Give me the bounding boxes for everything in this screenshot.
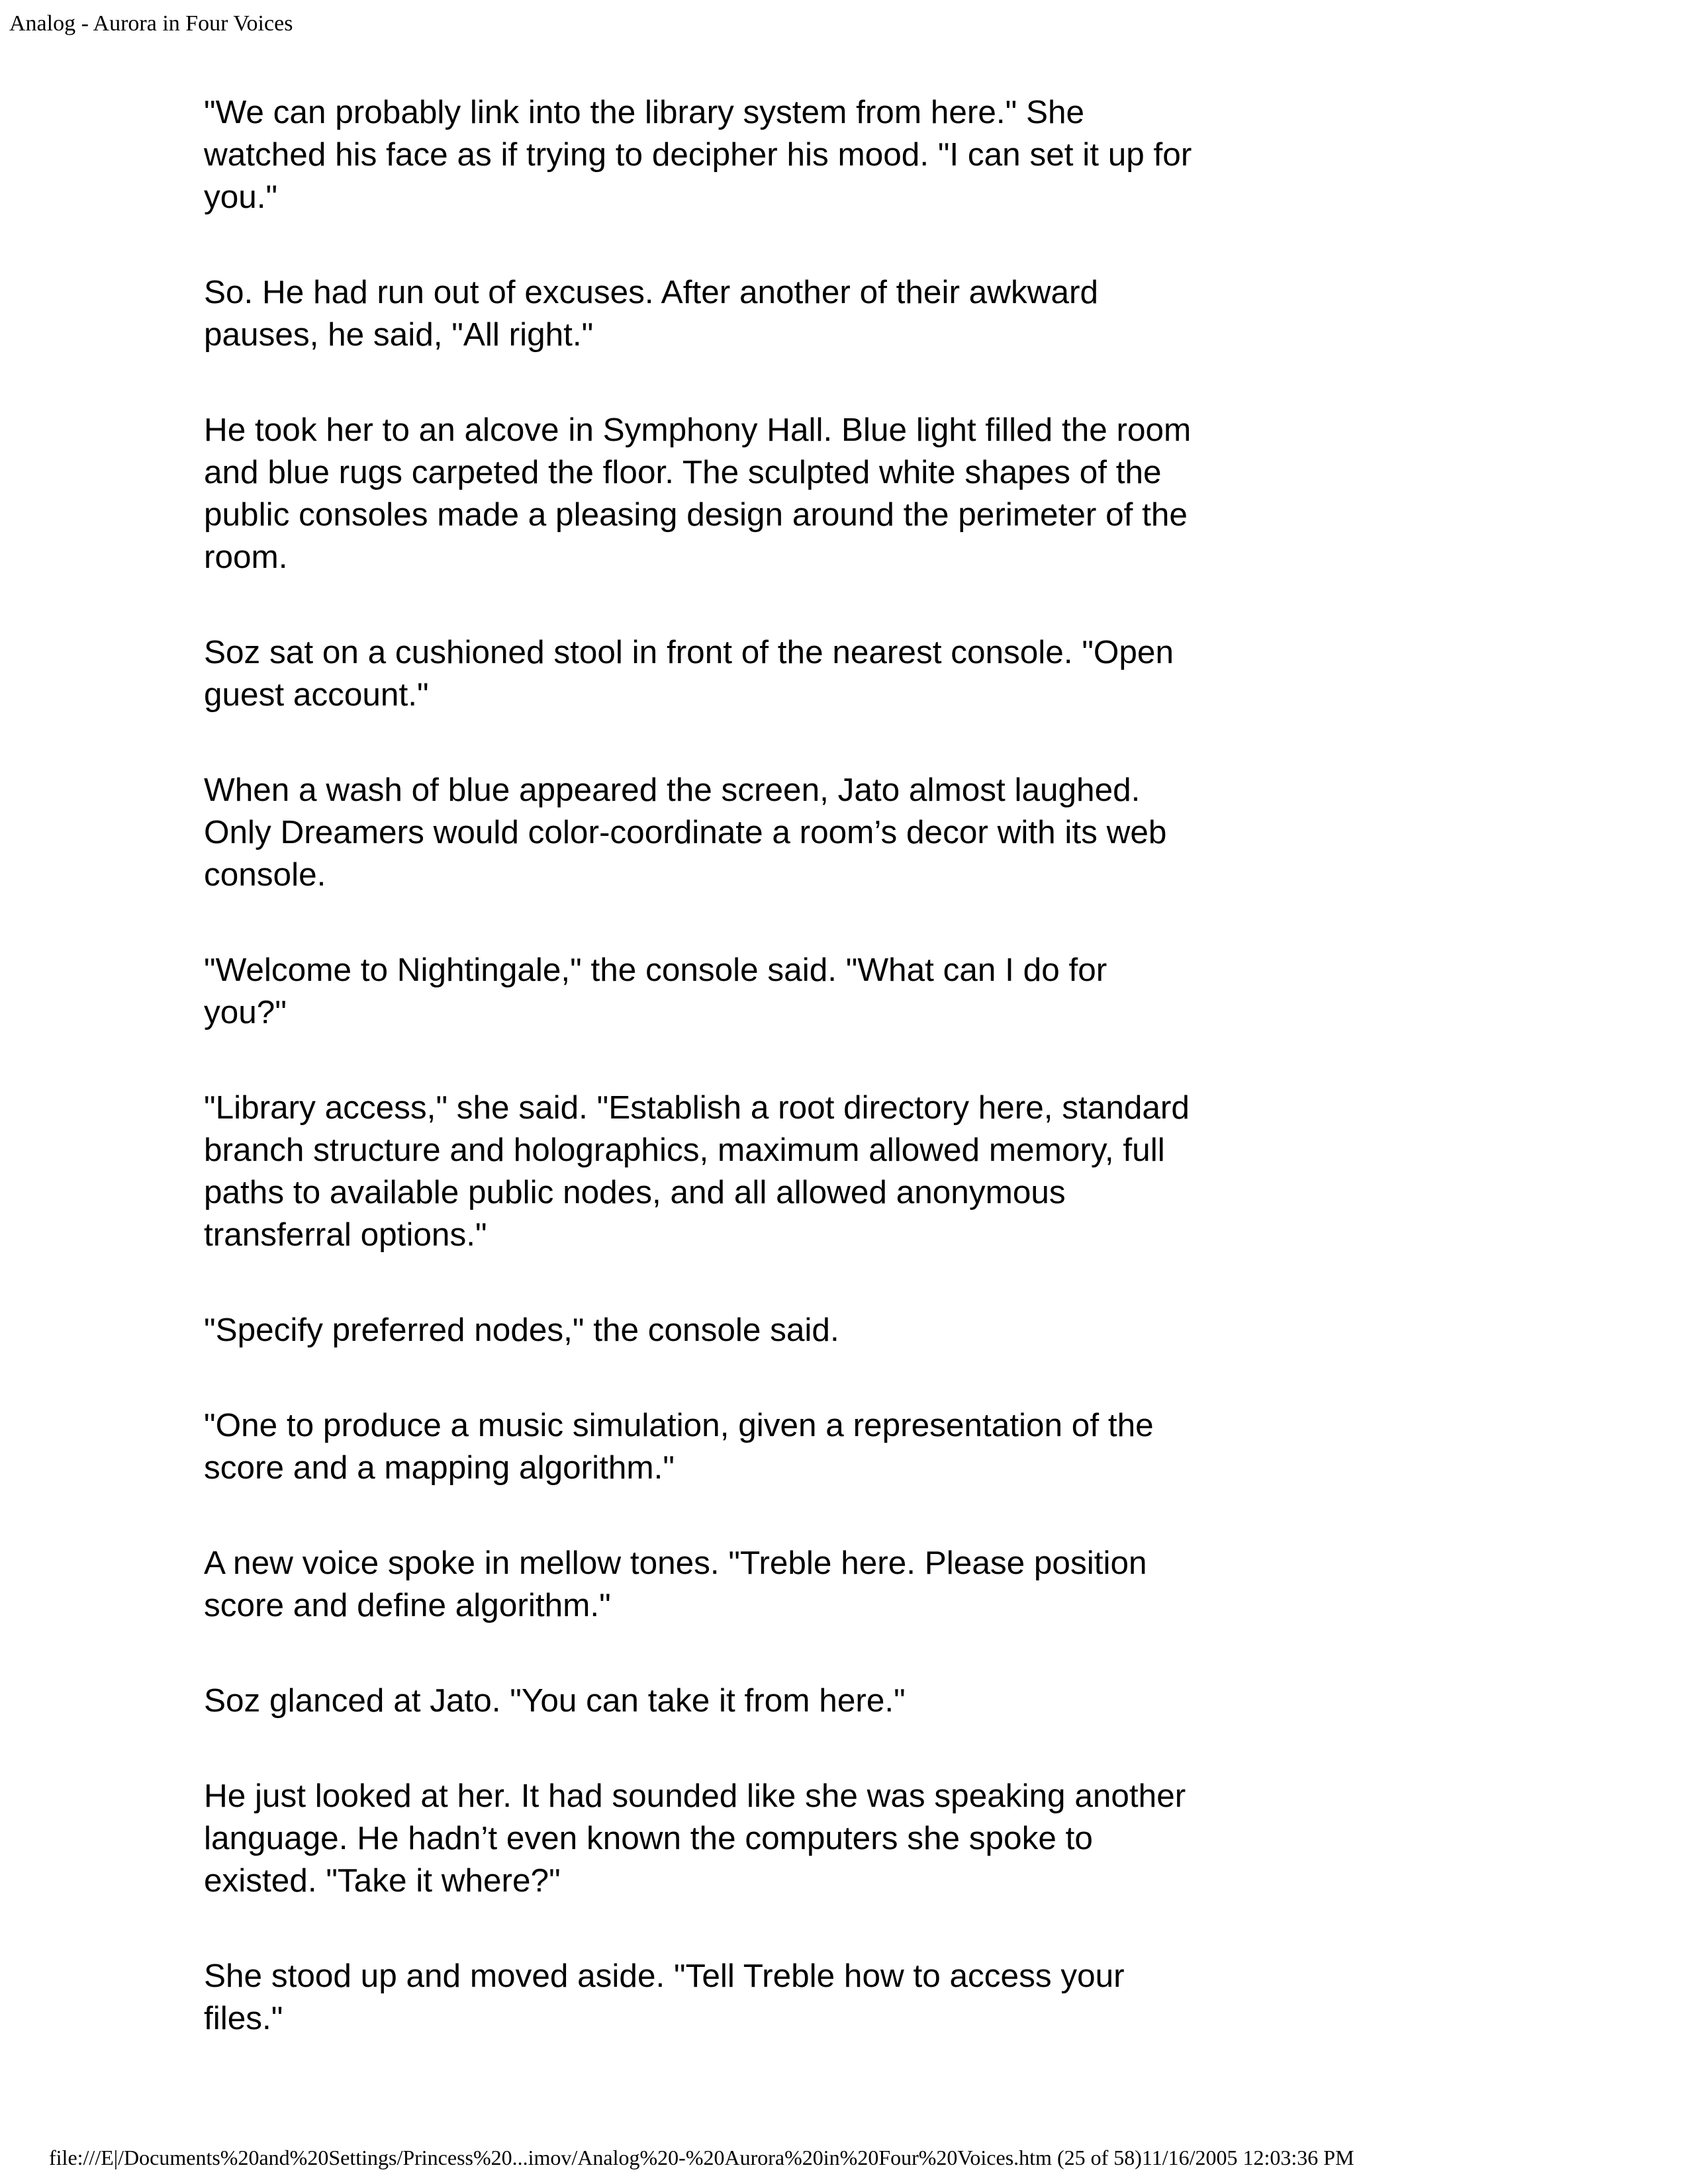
story-paragraph: She stood up and moved aside. "Tell Treble how to access your files." — [204, 1958, 1125, 2036]
story-paragraph: Soz sat on a cushioned stool in front of the nearest console. "Open guest account." — [204, 634, 1174, 713]
story-paragraph: When a wash of blue appeared the screen, Jato almost laughed. Only Dreamers would color-coordinate a room’s decor with its web console. — [204, 772, 1167, 893]
story-paragraph: "One to produce a music simulation, given a representation of the score and a mapping algorithm." — [204, 1407, 1154, 1486]
story-paragraph: A new voice spoke in mellow tones. "Treble here. Please position score and define algorithm." — [204, 1545, 1147, 1623]
story-paragraph: "Specify preferred nodes," the console said. — [204, 1312, 839, 1348]
page-footer-path: file:///E|/Documents%20and%20Settings/Princess%20...imov/Analog%20-%20Aurora%20in%20Four%20Voices.htm (25 of 58)11/16/2005 12:03:36 PM — [49, 2146, 1354, 2169]
story-paragraph: He just looked at her. It had sounded like she was speaking another language. He hadn’t even known the computers she spoke to existed. "Take it where?" — [204, 1778, 1186, 1899]
story-paragraph: He took her to an alcove in Symphony Hall. Blue light filled the room and blue rugs carpeted the floor. The sculpted white shapes of the public consoles made a pleasing design around the perimeter of the room. — [204, 412, 1192, 575]
story-paragraph: Soz glanced at Jato. "You can take it from here." — [204, 1682, 906, 1719]
story-paragraph: "Welcome to Nightingale," the console said. "What can I do for you?" — [204, 952, 1107, 1030]
page-header-title: Analog - Aurora in Four Voices — [9, 11, 293, 36]
story-paragraph: "We can probably link into the library system from here." She watched his face as if trying to decipher his mood. "I can set it up for you." — [204, 94, 1192, 215]
story-paragraph: So. He had run out of excuses. After another of their awkward pauses, he said, "All right." — [204, 274, 1099, 353]
story-body — [204, 91, 1197, 2093]
story-paragraph: "Library access," she said. "Establish a root directory here, standard branch structure and holographics, maximum allowed memory, full paths to available public nodes, and all allowed anonymous transferral options." — [204, 1089, 1190, 1253]
